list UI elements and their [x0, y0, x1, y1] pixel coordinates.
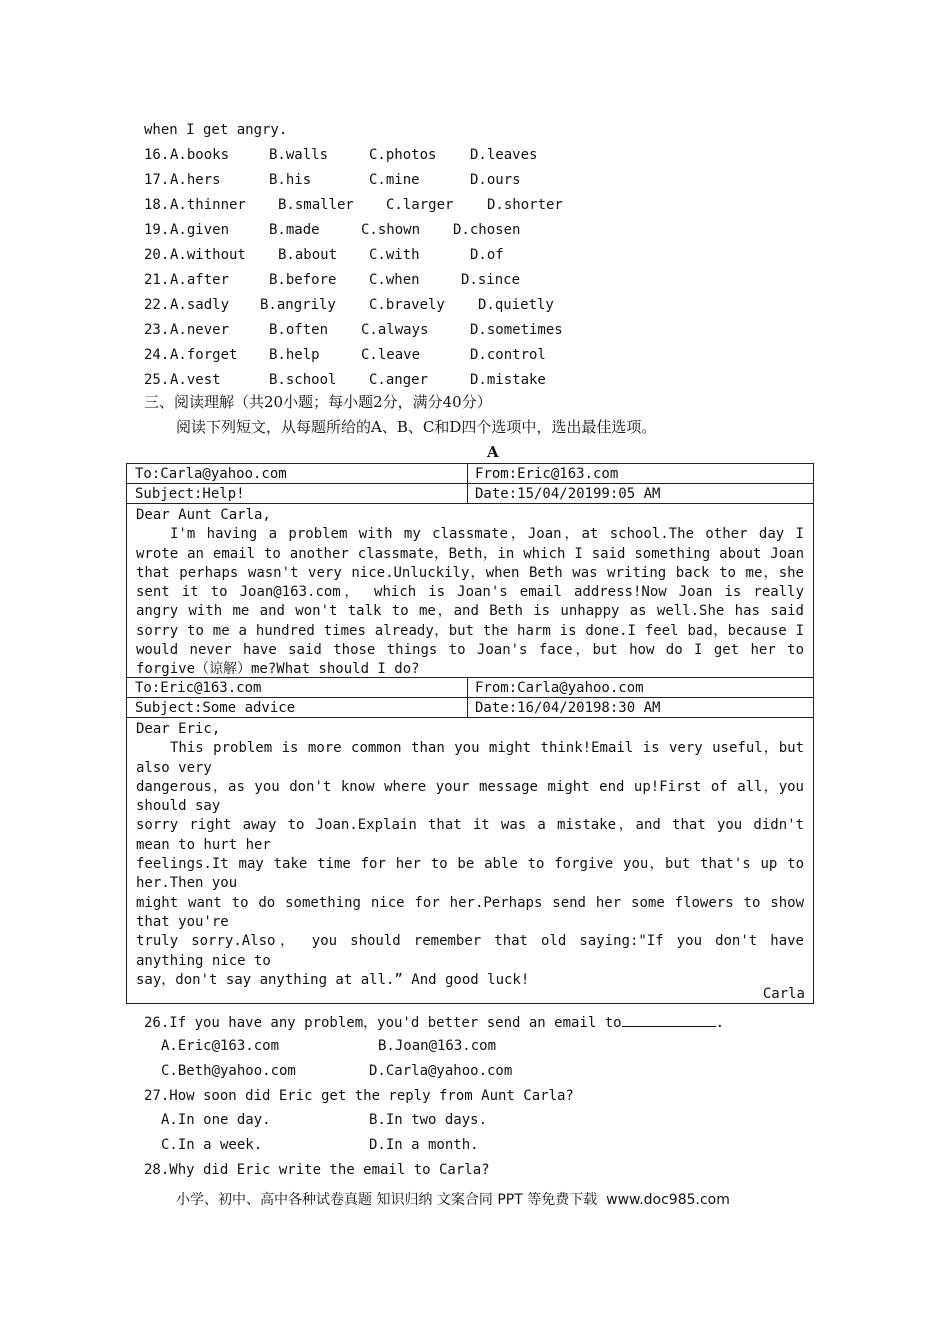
question-text: 26.If you have any problem，you'd better send an email to [144, 1015, 622, 1031]
option-b: B.walls [269, 147, 329, 163]
answer-blank [622, 1012, 716, 1027]
option-c: C.bravely [369, 297, 445, 313]
cloze-options-24: 24. A.forget B.help C.leave D.control [144, 347, 546, 363]
email2-signoff: Carla [762, 986, 805, 1002]
option-a: A.Eric@163.com [161, 1038, 280, 1054]
option-b: B.before [269, 272, 337, 288]
option-b: B.In two days. [369, 1112, 488, 1128]
option-b: B.help [269, 347, 320, 363]
option-c: C.shown [361, 222, 421, 238]
option-c: C.when [369, 272, 420, 288]
question-28 [144, 1161, 490, 1179]
option-d: D.leaves [470, 147, 538, 163]
option-d: D.In a month. [369, 1137, 479, 1153]
email2-subject: Subject:Some advice [135, 700, 296, 716]
option-b: B.angrily [260, 297, 336, 313]
column-divider [467, 698, 468, 717]
question-text: 28.Why did Eric write the email to Carla? [144, 1162, 490, 1178]
option-c: C.photos [369, 147, 437, 163]
email-table [126, 463, 814, 1004]
option-a: A.books [170, 147, 230, 163]
option-c: C.leave [361, 347, 421, 363]
email2-line: truly sorry.Also， you should remember that old saying:"If you don't have anything nice to [136, 933, 804, 969]
email2-address-row [127, 677, 813, 698]
email2-to: To:Eric@163.com [135, 680, 262, 696]
option-b: B.school [269, 372, 337, 388]
email1-date: Date:15/04/20199:05 AM [475, 486, 661, 502]
option-a: A.vest [170, 372, 221, 388]
section-instruction: 阅读下列短文，从每题所给的A、B、C和D四个选项中，选出最佳选项。 [176, 418, 657, 436]
option-b: B.made [269, 222, 320, 238]
email2-line: say，don't say anything at all.” And good luck! [136, 971, 530, 988]
column-divider [467, 678, 468, 697]
option-b: B.smaller [278, 197, 354, 213]
email2-line: dangerous，as you don't know where your message might end up!First of all，you should say [136, 778, 804, 815]
option-c: C.mine [369, 172, 420, 188]
email1-body [127, 506, 813, 676]
email1-subject: Subject:Help! [135, 486, 245, 502]
cloze-passage-tail: when I get angry. [144, 122, 288, 138]
option-a: A.thinner [170, 197, 246, 213]
question-tail: . [715, 1015, 725, 1031]
email2-subject-row [127, 698, 813, 718]
option-b: B.often [269, 322, 329, 338]
option-b: B.Joan@163.com [378, 1038, 497, 1054]
email1-salutation: Dear Aunt Carla, [136, 507, 271, 523]
option-d: D.Carla@yahoo.com [369, 1063, 513, 1079]
option-b: B.about [278, 247, 338, 263]
section-heading: 三、阅读理解（共20小题；每小题2分，满分40分） [144, 393, 492, 411]
page-footer: 小学、初中、高中各种试卷真题 知识归纳 文案合同 PPT 等免费下载 www.doc985.com [176, 1192, 730, 1208]
cloze-options-16: 16. A.books B.walls C.photos D.leaves [144, 147, 538, 163]
email1-subject-row [127, 484, 813, 504]
option-d: D.quietly [478, 297, 554, 313]
email2-line: This problem is more common than you might think!Email is very useful，but also very [136, 740, 804, 776]
question-text: 27.How soon did Eric get the reply from Aunt Carla? [144, 1088, 574, 1104]
option-a: A.hers [170, 172, 221, 188]
question-27-options-row1 [144, 1111, 664, 1129]
option-c: C.larger [386, 197, 454, 213]
cloze-options-17: 17. A.hers B.his C.mine D.ours [144, 172, 521, 188]
question-27 [144, 1087, 574, 1105]
column-divider [467, 484, 468, 503]
question-26-options-row2 [144, 1062, 664, 1080]
cloze-options-21: 21. A.after B.before C.when D.since [144, 272, 521, 288]
option-c: C.Beth@yahoo.com [161, 1063, 296, 1079]
email2-from: From:Carla@yahoo.com [475, 680, 644, 696]
option-d: D.shorter [487, 197, 563, 213]
option-a: A.forget [170, 347, 238, 363]
option-d: D.control [470, 347, 546, 363]
option-b: B.his [269, 172, 312, 188]
question-27-options-row2 [144, 1136, 664, 1154]
option-d: D.of [470, 247, 504, 263]
email2-line: sorry right away to Joan.Explain that it was a mistake，and that you didn't mean to hurt her [136, 817, 804, 853]
cloze-options-19: 19. A.given B.made C.shown D.chosen [144, 222, 521, 238]
column-divider [467, 464, 468, 483]
email1-message: I'm having a problem with my classmate，Joan，at school.The other day I wrote an email to another classmate，Beth，in which I said something about Joan that perhaps wasn't very nice.Unluckily，when Beth was writing back to me，she sent it to Joan@163.com， which is Joan's email address!Now Joan is really angry with me and won't talk to me，and Beth is unhappy as well.She has said sorry to me a hundred times already，but the harm is done.I feel bad，because I would never have said those things to Joan's face，but how do I get her to forgive（谅解）me?What should I do? [136, 526, 804, 678]
option-a: A.In one day. [161, 1112, 271, 1128]
cloze-options-20: 20. A.without B.about C.with D.of [144, 247, 504, 263]
cloze-options-18: 18. A.thinner B.smaller C.larger D.shorter [144, 197, 563, 213]
email2-line: might want to do something nice for her.Perhaps send her some flowers to show that you're [136, 894, 804, 930]
option-a: A.never [170, 322, 230, 338]
option-c: C.anger [369, 372, 429, 388]
option-a: A.without [170, 247, 246, 263]
cloze-options-25: 25. A.vest B.school C.anger D.mistake [144, 372, 546, 388]
option-a: A.after [170, 272, 230, 288]
email2-body [127, 720, 813, 1004]
option-d: D.since [461, 272, 521, 288]
option-a: A.given [170, 222, 230, 238]
email2-salutation: Dear Eric, [136, 721, 221, 737]
option-d: D.mistake [470, 372, 546, 388]
option-a: A.sadly [170, 297, 230, 313]
email1-from: From:Eric@163.com [475, 466, 619, 482]
option-c: C.always [361, 322, 429, 338]
option-c: C.In a week. [161, 1137, 263, 1153]
option-d: D.chosen [453, 222, 521, 238]
passage-label: A [487, 443, 499, 461]
option-d: D.ours [470, 172, 521, 188]
cloze-options-22: 22. A.sadly B.angrily C.bravely D.quietly [144, 297, 554, 313]
question-26-options-row1 [144, 1037, 664, 1055]
email2-date: Date:16/04/20198:30 AM [475, 700, 661, 716]
cloze-options-23: 23. A.never B.often C.always D.sometimes [144, 322, 563, 338]
email1-to: To:Carla@yahoo.com [135, 466, 287, 482]
option-d: D.sometimes [470, 322, 563, 338]
option-c: C.with [369, 247, 420, 263]
question-26 [144, 1012, 724, 1032]
email1-address-row [127, 464, 813, 484]
email2-line: feelings.It may take time for her to be able to forgive you，but that's up to her.Then you [136, 856, 804, 892]
